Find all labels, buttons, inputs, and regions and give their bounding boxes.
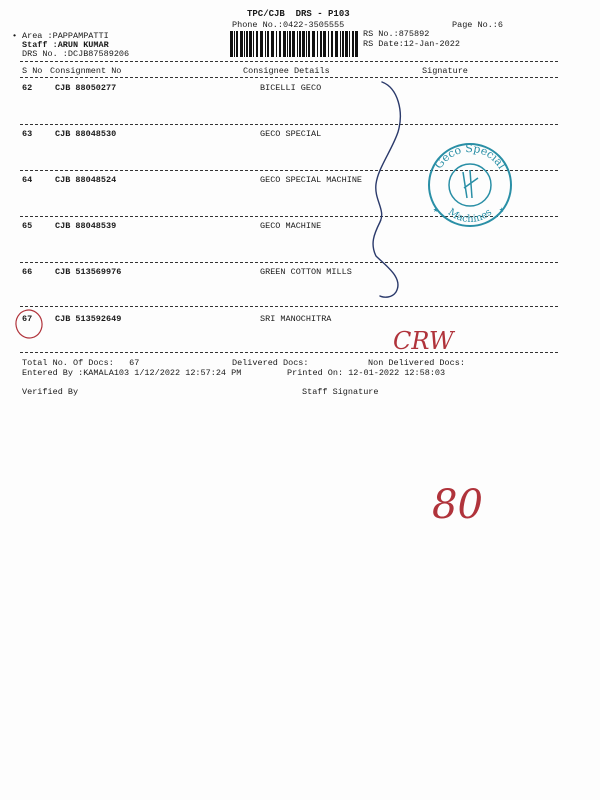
report-title: TPC/CJB DRS - P103 xyxy=(247,9,350,19)
barcode-bar xyxy=(230,31,233,57)
phone-number: Phone No.:0422-3505555 xyxy=(232,20,345,30)
barcode-bar xyxy=(292,31,295,57)
barcode-bar xyxy=(345,31,348,57)
stamp-text-top-path: Geco Special xyxy=(431,141,509,172)
barcode-bar xyxy=(323,31,326,57)
entered-by: Entered By :KAMALA103 1/12/2022 12:57:24 PM xyxy=(22,368,242,378)
bullet-mark: • xyxy=(12,31,18,41)
row-divider xyxy=(20,124,558,125)
row-consignment: CJB 88048524 xyxy=(55,175,117,185)
barcode-bar xyxy=(340,31,341,57)
rs-number: RS No.:875892 xyxy=(363,29,430,39)
barcode-bar xyxy=(302,31,305,57)
handwritten-note-bottom: 80 xyxy=(432,482,483,528)
barcode-bar xyxy=(253,31,254,57)
row-consignee: SRI MANOCHITRA xyxy=(260,314,332,324)
barcode-bar xyxy=(260,31,263,57)
row-divider xyxy=(20,170,558,171)
barcode-bar xyxy=(276,31,277,57)
barcode-bar xyxy=(335,31,338,57)
barcode-bar xyxy=(308,31,310,57)
handwritten-note-80 xyxy=(432,482,483,528)
barcode-bar xyxy=(320,31,322,57)
stamp-text-bottom-path: Machines xyxy=(445,206,495,226)
staff-field: Staff :ARUN KUMAR xyxy=(22,40,109,50)
handwritten-bracket-mark xyxy=(373,82,400,297)
row-consignment: CJB 88048539 xyxy=(55,221,117,231)
barcode-bar xyxy=(244,31,245,57)
stamp-logo xyxy=(463,170,478,198)
stamp-outer-ring xyxy=(429,141,511,226)
row-divider xyxy=(20,306,558,307)
verified-by: Verified By xyxy=(22,387,79,397)
row-sno: 67 xyxy=(22,314,33,324)
barcode-bar xyxy=(283,31,286,57)
barcode-bar xyxy=(256,31,258,57)
row-consignee: GECO MACHINE xyxy=(260,221,322,231)
column-header-sno: S No xyxy=(22,66,43,76)
row-consignment: CJB 88048530 xyxy=(55,129,117,139)
row-consignee: GREEN COTTON MILLS xyxy=(260,267,352,277)
barcode-bar xyxy=(328,31,329,57)
barcode-bar xyxy=(267,31,269,57)
divider xyxy=(20,77,558,78)
non-delivered-docs: Non Delivered Docs: xyxy=(368,358,465,368)
handwritten-note-crw: CRW xyxy=(393,327,454,355)
row-sno: 63 xyxy=(22,129,33,139)
barcode-bar xyxy=(299,31,301,57)
barcode-bar xyxy=(331,31,333,57)
barcode-bar xyxy=(234,31,235,57)
row-sno: 66 xyxy=(22,267,33,277)
barcode-bar xyxy=(279,31,281,57)
staff-signature-label: Staff Signature xyxy=(302,387,379,397)
row-consignment: CJB 513592649 xyxy=(55,314,122,324)
barcode-bar xyxy=(236,31,238,57)
barcode-bar xyxy=(306,31,307,57)
row-divider xyxy=(20,216,558,217)
column-header-signature: Signature xyxy=(422,66,468,76)
barcode-bar xyxy=(246,31,248,57)
barcode-bar xyxy=(349,31,350,57)
row-divider xyxy=(20,352,558,353)
total-docs: Total No. Of Docs: 67 xyxy=(22,358,140,368)
handwritten-circle-mark xyxy=(13,308,44,341)
row-sno: 64 xyxy=(22,175,33,185)
printed-on: Printed On: 12-01-2022 12:58:03 xyxy=(287,368,446,378)
rs-date: RS Date:12-Jan-2022 xyxy=(363,39,460,49)
divider xyxy=(20,61,558,62)
row-consignment: CJB 513569976 xyxy=(55,267,122,277)
barcode-bar xyxy=(271,31,274,57)
barcode-bar xyxy=(287,31,288,57)
barcode-bar xyxy=(355,31,358,57)
row-consignee: BICELLI GECO xyxy=(260,83,322,93)
row-consignee: GECO SPECIAL MACHINE xyxy=(260,175,363,185)
barcode-bar xyxy=(297,31,298,57)
delivered-docs: Delivered Docs: xyxy=(232,358,309,368)
barcode xyxy=(230,31,358,57)
barcode-bar xyxy=(312,31,315,57)
barcode-bar xyxy=(342,31,344,57)
column-header-consignee: Consignee Details xyxy=(243,66,330,76)
stamp-star-left: ★ xyxy=(433,205,439,215)
barcode-bar xyxy=(352,31,354,57)
row-sno: 65 xyxy=(22,221,33,231)
row-consignment: CJB 88050277 xyxy=(55,83,117,93)
barcode-bar xyxy=(240,31,243,57)
page-number: Page No.:6 xyxy=(452,20,504,30)
stamp-star-right: ★ xyxy=(499,205,505,215)
row-consignee: GECO SPECIAL xyxy=(260,129,322,139)
barcode-bar xyxy=(265,31,266,57)
barcode-bar xyxy=(249,31,252,57)
company-stamp xyxy=(429,142,511,226)
barcode-bar xyxy=(317,31,318,57)
stamp-text-top xyxy=(432,142,509,172)
area-field: Area :PAPPAMPATTI xyxy=(22,31,109,41)
drs-number: DRS No. :DCJB87589206 xyxy=(22,49,130,59)
barcode-bar xyxy=(289,31,291,57)
column-header-consignment: Consignment No xyxy=(50,66,122,76)
row-sno: 62 xyxy=(22,83,33,93)
row-divider xyxy=(20,262,558,263)
